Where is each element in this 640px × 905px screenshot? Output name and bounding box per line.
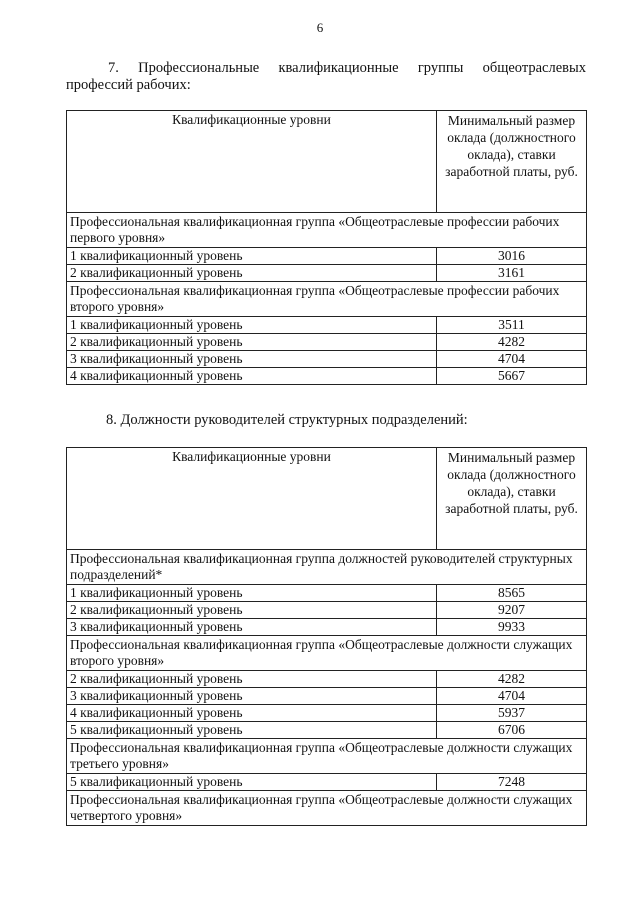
section-8-table — [66, 447, 587, 826]
table-row — [67, 265, 587, 282]
group-title: Профессиональная квалификационная группа «Общеотраслевые профессии рабочих первого уровня» — [67, 213, 587, 248]
column-header-salary: Минимальный размер оклада (должностного оклада), ставки заработной платы, руб. — [437, 448, 587, 550]
salary-cell: 4282 — [437, 671, 587, 688]
group-title: Профессиональная квалификационная группа «Общеотраслевые должности служащих второго уровня» — [67, 636, 587, 671]
salary-cell: 3161 — [437, 265, 587, 282]
table-row — [67, 722, 587, 739]
table-row — [67, 351, 587, 368]
table-row — [67, 774, 587, 791]
salary-cell: 9207 — [437, 602, 587, 619]
group-row — [67, 739, 587, 774]
table-row — [67, 688, 587, 705]
level-cell: 4 квалификационный уровень — [67, 705, 437, 722]
salary-cell: 3016 — [437, 248, 587, 265]
salary-cell: 3511 — [437, 317, 587, 334]
group-title: Профессиональная квалификационная группа должностей руководителей структурных подразделений* — [67, 550, 587, 585]
table-row — [67, 585, 587, 602]
group-row — [67, 282, 587, 317]
group-title: Профессиональная квалификационная группа «Общеотраслевые профессии рабочих второго уровня» — [67, 282, 587, 317]
level-cell: 3 квалификационный уровень — [67, 688, 437, 705]
group-row — [67, 213, 587, 248]
table-row — [67, 619, 587, 636]
level-cell: 2 квалификационный уровень — [67, 265, 437, 282]
table-row — [67, 368, 587, 385]
salary-cell: 7248 — [437, 774, 587, 791]
table-row — [67, 671, 587, 688]
group-row — [67, 550, 587, 585]
section-7-table — [66, 110, 587, 385]
salary-cell: 4704 — [437, 688, 587, 705]
salary-cell: 9933 — [437, 619, 587, 636]
salary-cell: 5667 — [437, 368, 587, 385]
level-cell: 3 квалификационный уровень — [67, 619, 437, 636]
table-header-row — [67, 448, 587, 550]
salary-cell: 6706 — [437, 722, 587, 739]
table-row — [67, 334, 587, 351]
section-7-heading: 7. Профессиональные квалификационные группы общеотраслевых профессий рабочих: — [66, 60, 586, 93]
group-row — [67, 791, 587, 826]
column-header-salary: Минимальный размер оклада (должностного оклада), ставки заработной платы, руб. — [437, 111, 587, 213]
group-title: Профессиональная квалификационная группа «Общеотраслевые должности служащих четвертого уровня» — [67, 791, 587, 826]
level-cell: 5 квалификационный уровень — [67, 722, 437, 739]
level-cell: 1 квалификационный уровень — [67, 585, 437, 602]
table-row — [67, 602, 587, 619]
table-header-row — [67, 111, 587, 213]
salary-cell: 4282 — [437, 334, 587, 351]
level-cell: 4 квалификационный уровень — [67, 368, 437, 385]
level-cell: 5 квалификационный уровень — [67, 774, 437, 791]
salary-cell: 4704 — [437, 351, 587, 368]
column-header-levels: Квалификационные уровни — [67, 111, 437, 213]
level-cell: 2 квалификационный уровень — [67, 334, 437, 351]
level-cell: 3 квалификационный уровень — [67, 351, 437, 368]
level-cell: 1 квалификационный уровень — [67, 317, 437, 334]
salary-cell: 5937 — [437, 705, 587, 722]
level-cell: 1 квалификационный уровень — [67, 248, 437, 265]
page-number: 6 — [316, 20, 324, 35]
table-row — [67, 705, 587, 722]
level-cell: 2 квалификационный уровень — [67, 602, 437, 619]
section-8-heading: 8. Должности руководителей структурных подразделений: — [106, 412, 468, 428]
group-title: Профессиональная квалификационная группа «Общеотраслевые должности служащих третьего уровня» — [67, 739, 587, 774]
group-row — [67, 636, 587, 671]
salary-cell: 8565 — [437, 585, 587, 602]
column-header-levels: Квалификационные уровни — [67, 448, 437, 550]
level-cell: 2 квалификационный уровень — [67, 671, 437, 688]
table-row — [67, 248, 587, 265]
table-row — [67, 317, 587, 334]
